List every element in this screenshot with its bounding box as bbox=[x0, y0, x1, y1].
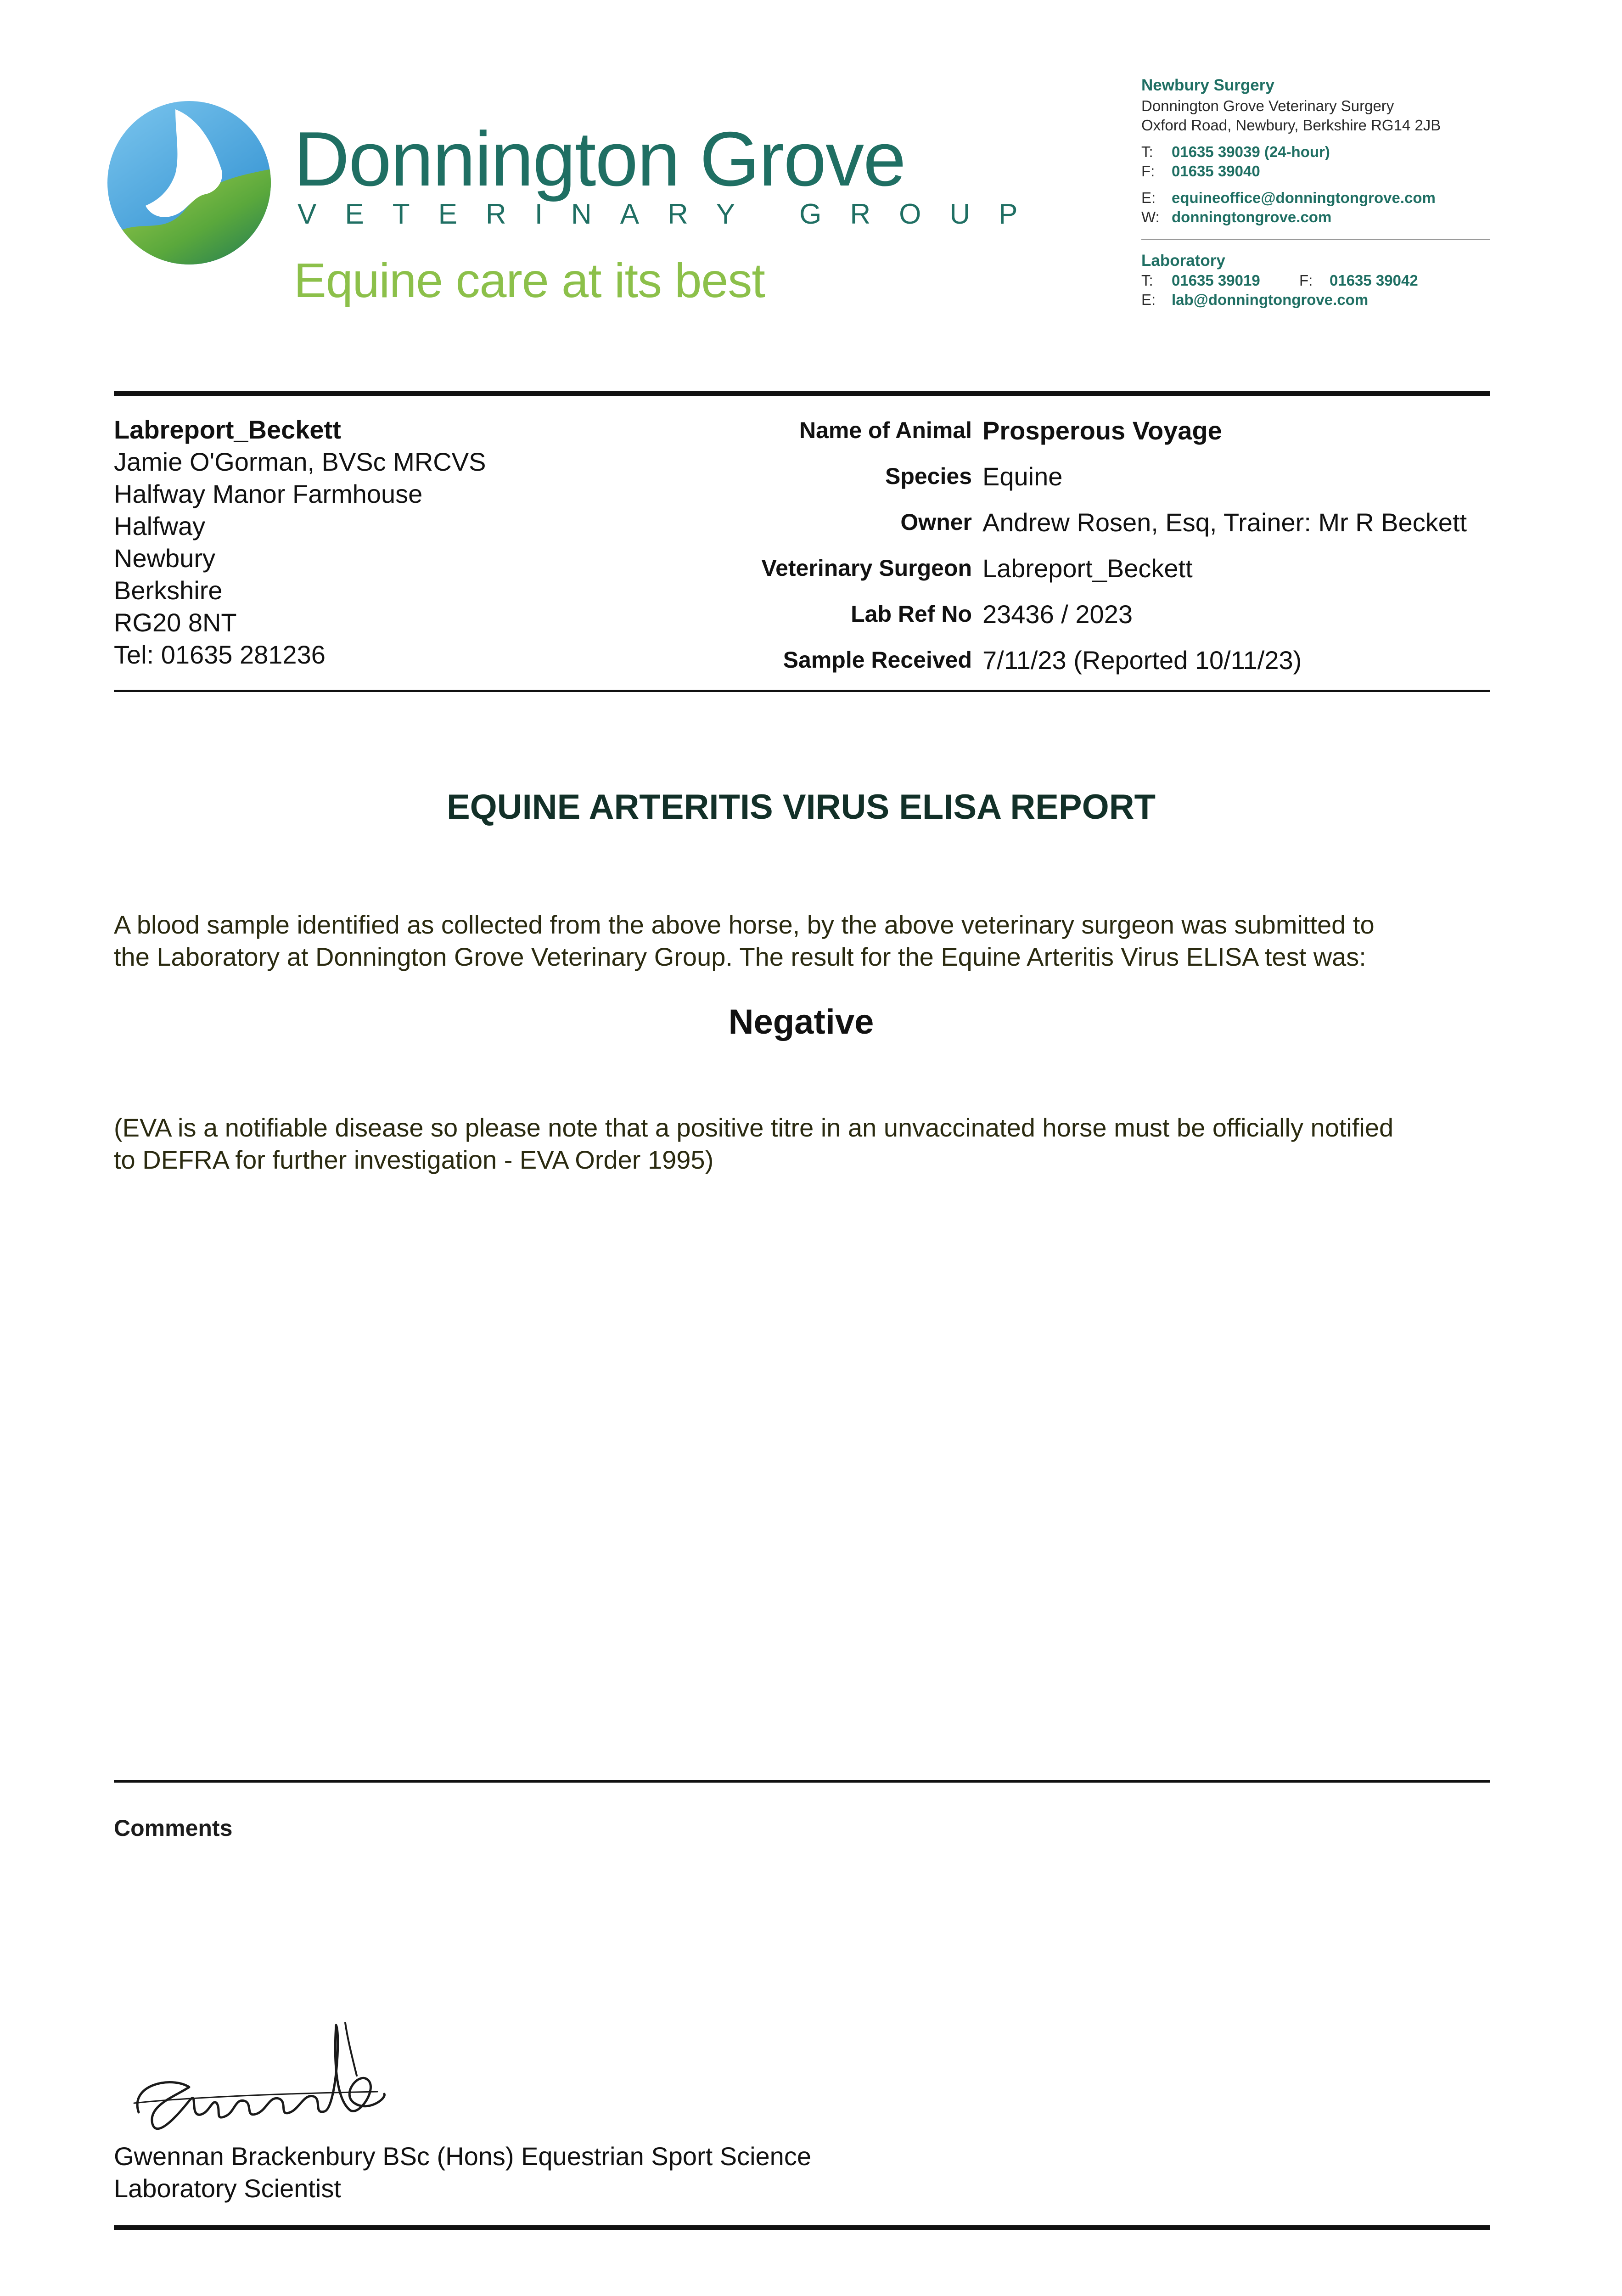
detail-label-owner: Owner bbox=[900, 509, 972, 535]
report-title: EQUINE ARTERITIS VIRUS ELISA REPORT bbox=[446, 788, 1156, 827]
tel-value[interactable]: 01635 39039 (24-hour) bbox=[1172, 143, 1330, 160]
header-divider bbox=[1141, 239, 1490, 240]
website-link[interactable]: donningtongrove.com bbox=[1172, 208, 1332, 225]
surgery-heading: Newbury Surgery bbox=[1141, 76, 1274, 94]
notifiable-note-line: to DEFRA for further investigation - EVA Order 1995) bbox=[114, 1145, 714, 1174]
top-rule bbox=[114, 391, 1490, 396]
tel-label: T: bbox=[1141, 143, 1153, 160]
horse-head-logo bbox=[107, 100, 272, 265]
surgery-email bbox=[1141, 190, 1436, 205]
brand-name: Donnington Grove bbox=[294, 116, 905, 202]
recipient-line: Jamie O'Gorman, BVSc MRCVS bbox=[114, 447, 486, 476]
bottom-rule bbox=[114, 2225, 1490, 2230]
fax-value: 01635 39040 bbox=[1172, 163, 1260, 180]
surgery-website bbox=[1141, 209, 1331, 225]
test-result: Negative bbox=[728, 1002, 874, 1041]
intro-paragraph-line: the Laboratory at Donnington Grove Veterinary Group. The result for the Equine Arteritis Virus ELISA test was: bbox=[114, 942, 1366, 971]
detail-value-animal: Prosperous Voyage bbox=[982, 416, 1222, 445]
recipient-line: Halfway bbox=[114, 512, 206, 540]
surgery-fax bbox=[1141, 163, 1260, 179]
detail-value-vet: Labreport_Beckett bbox=[982, 554, 1193, 583]
recipient-line: Berkshire bbox=[114, 576, 223, 605]
detail-value-labref: 23436 / 2023 bbox=[982, 600, 1133, 629]
detail-value-species: Equine bbox=[982, 462, 1063, 491]
recipient-name: Labreport_Beckett bbox=[114, 415, 341, 444]
web-label: W: bbox=[1141, 208, 1160, 225]
details-rule bbox=[114, 690, 1490, 692]
detail-label-labref: Lab Ref No bbox=[851, 601, 972, 627]
detail-value-received: 7/11/23 (Reported 10/11/23) bbox=[982, 646, 1302, 675]
lab-fax-label: F: bbox=[1299, 272, 1313, 289]
surgery-address: Oxford Road, Newbury, Berkshire RG14 2JB bbox=[1141, 117, 1441, 134]
detail-value-owner: Andrew Rosen, Esq, Trainer: Mr R Beckett bbox=[982, 508, 1467, 537]
lab-fax-value: 01635 39042 bbox=[1330, 272, 1418, 289]
detail-label-animal: Name of Animal bbox=[799, 417, 972, 443]
notifiable-note-line: (EVA is a notifiable disease so please note that a positive titre in an unvaccinated horse must be officially notified bbox=[114, 1113, 1394, 1142]
surgery-name: Donnington Grove Veterinary Surgery bbox=[1141, 97, 1394, 114]
email-label: E: bbox=[1141, 189, 1156, 206]
comments-label: Comments bbox=[114, 1815, 233, 1841]
laboratory-email bbox=[1141, 292, 1368, 307]
brand-tagline: Equine care at its best bbox=[294, 253, 765, 308]
lab-email-label: E: bbox=[1141, 291, 1156, 308]
detail-label-received: Sample Received bbox=[783, 647, 972, 673]
lab-tel-value[interactable]: 01635 39019 bbox=[1172, 272, 1260, 289]
surgery-telephone bbox=[1141, 144, 1330, 159]
lab-tel-label: T: bbox=[1141, 272, 1153, 289]
signatory-name: Gwennan Brackenbury BSc (Hons) Equestrian Sport Science bbox=[114, 2142, 811, 2171]
detail-label-vet: Veterinary Surgeon bbox=[761, 555, 972, 581]
comments-rule bbox=[114, 1780, 1490, 1783]
brand-group: VETERINARY GROUP bbox=[297, 198, 1046, 230]
recipient-line: RG20 8NT bbox=[114, 608, 237, 637]
laboratory-phone-fax bbox=[1141, 273, 1418, 288]
lab-email-link[interactable]: lab@donningtongrove.com bbox=[1172, 291, 1369, 308]
handwritten-signature bbox=[120, 2007, 396, 2158]
recipient-line: Halfway Manor Farmhouse bbox=[114, 479, 423, 508]
signatory-role: Laboratory Scientist bbox=[114, 2174, 341, 2203]
detail-label-species: Species bbox=[885, 463, 972, 489]
intro-paragraph-line: A blood sample identified as collected from the above horse, by the above veterinary surgeon was submitted to bbox=[114, 910, 1375, 939]
laboratory-heading: Laboratory bbox=[1141, 252, 1225, 270]
email-link[interactable]: equineoffice@donningtongrove.com bbox=[1172, 189, 1436, 206]
recipient-line: Newbury bbox=[114, 544, 215, 573]
recipient-phone: Tel: 01635 281236 bbox=[114, 640, 326, 669]
fax-label: F: bbox=[1141, 163, 1155, 180]
